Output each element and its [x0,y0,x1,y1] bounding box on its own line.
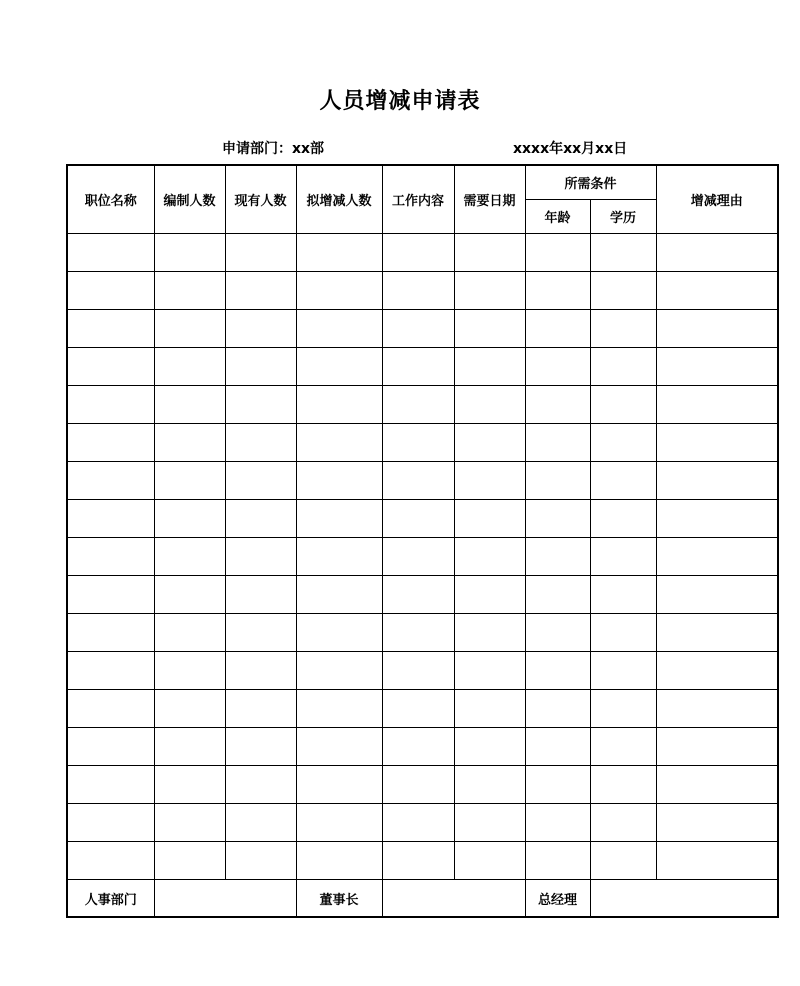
table-cell[interactable] [67,500,154,538]
footer-hr-dept-label: 人事部门 [67,880,154,918]
table-cell[interactable] [454,424,525,462]
table-cell[interactable] [656,424,778,462]
table-cell[interactable] [67,348,154,386]
table-cell[interactable] [454,842,525,880]
header-planned-count: 编制人数 [154,165,225,234]
table-cell[interactable] [296,842,382,880]
table-cell[interactable] [154,766,225,804]
table-cell[interactable] [296,348,382,386]
header-required-date: 需要日期 [454,165,525,234]
table-cell[interactable] [590,766,656,804]
table-row [67,728,778,766]
table-cell[interactable] [525,690,590,728]
header-reason: 增减理由 [656,165,778,234]
table-cell[interactable] [296,652,382,690]
table-cell[interactable] [67,462,154,500]
table-cell[interactable] [382,576,454,614]
table-cell[interactable] [454,766,525,804]
table-cell[interactable] [296,462,382,500]
table-cell[interactable] [590,272,656,310]
table-cell[interactable] [154,804,225,842]
table-cell[interactable] [656,310,778,348]
header-row-1 [67,165,778,200]
table-cell[interactable] [525,272,590,310]
table-cell[interactable] [656,234,778,272]
table-row [67,614,778,652]
table-cell[interactable] [656,462,778,500]
table-cell[interactable] [525,728,590,766]
table-cell[interactable] [154,500,225,538]
table-cell[interactable] [590,348,656,386]
table-cell[interactable] [656,690,778,728]
table-cell[interactable] [590,234,656,272]
date-label: xxxx年xx月xx日 [513,141,628,157]
table-cell[interactable] [154,348,225,386]
table-cell[interactable] [382,272,454,310]
table-cell[interactable] [382,728,454,766]
table-cell[interactable] [525,386,590,424]
footer-general-manager-label: 总经理 [525,880,590,918]
table-row [67,576,778,614]
table-cell[interactable] [656,386,778,424]
table-cell[interactable] [525,462,590,500]
table-cell[interactable] [382,462,454,500]
table-row [67,424,778,462]
table-cell[interactable] [225,424,296,462]
table-cell[interactable] [67,576,154,614]
table-cell[interactable] [67,234,154,272]
table-row [67,842,778,880]
table-cell[interactable] [154,652,225,690]
footer-chairman-label: 董事长 [296,880,382,918]
table-cell[interactable] [454,690,525,728]
table-cell[interactable] [590,538,656,576]
table-cell[interactable] [67,842,154,880]
table-cell[interactable] [525,348,590,386]
table-cell[interactable] [154,576,225,614]
table-cell[interactable] [154,462,225,500]
table-cell[interactable] [67,690,154,728]
table-cell[interactable] [67,272,154,310]
table-cell[interactable] [590,652,656,690]
table-cell[interactable] [225,690,296,728]
header-age: 年龄 [525,200,590,234]
table-cell[interactable] [382,310,454,348]
table-cell[interactable] [67,538,154,576]
table-cell[interactable] [525,652,590,690]
table-cell[interactable] [154,272,225,310]
table-cell[interactable] [590,462,656,500]
table-cell[interactable] [454,272,525,310]
table-cell[interactable] [590,690,656,728]
table-cell[interactable] [590,386,656,424]
table-cell[interactable] [382,614,454,652]
table-row [67,538,778,576]
table-cell[interactable] [525,614,590,652]
footer-general-manager-field[interactable] [590,880,778,918]
table-cell[interactable] [154,614,225,652]
table-cell[interactable] [67,386,154,424]
table-cell[interactable] [225,234,296,272]
table-cell[interactable] [225,272,296,310]
table-cell[interactable] [154,690,225,728]
table-row [67,348,778,386]
table-cell[interactable] [296,538,382,576]
table-cell[interactable] [525,766,590,804]
table-cell[interactable] [590,614,656,652]
table-cell[interactable] [656,538,778,576]
table-cell[interactable] [296,766,382,804]
table-cell[interactable] [296,576,382,614]
table-cell[interactable] [656,348,778,386]
table-row [67,690,778,728]
table-row [67,386,778,424]
table-cell[interactable] [525,576,590,614]
table-cell[interactable] [382,386,454,424]
table-cell[interactable] [154,424,225,462]
table-cell[interactable] [525,424,590,462]
table-cell[interactable] [296,386,382,424]
table-row [67,462,778,500]
table-cell[interactable] [225,614,296,652]
table-cell[interactable] [154,310,225,348]
table-cell[interactable] [454,576,525,614]
table-cell[interactable] [225,348,296,386]
table-row [67,234,778,272]
header-position-name: 职位名称 [67,165,154,234]
table-cell[interactable] [454,462,525,500]
header-current-count: 现有人数 [225,165,296,234]
table-cell[interactable] [656,652,778,690]
table-cell[interactable] [590,500,656,538]
table-cell[interactable] [525,234,590,272]
table-cell[interactable] [656,614,778,652]
table-cell[interactable] [382,234,454,272]
table-row [67,500,778,538]
personnel-change-table [66,164,779,918]
table-cell[interactable] [225,842,296,880]
table-cell[interactable] [454,614,525,652]
table-cell[interactable] [590,310,656,348]
header-work-content: 工作内容 [382,165,454,234]
table-cell[interactable] [296,424,382,462]
table-cell[interactable] [296,272,382,310]
table-cell[interactable] [225,766,296,804]
table-row [67,310,778,348]
table-cell[interactable] [296,500,382,538]
table-cell[interactable] [590,728,656,766]
table-cell[interactable] [525,310,590,348]
table-cell[interactable] [656,728,778,766]
table-cell[interactable] [154,728,225,766]
table-row [67,652,778,690]
table-cell[interactable] [296,728,382,766]
footer-hr-dept-field[interactable] [154,880,296,918]
table-cell[interactable] [225,538,296,576]
table-cell[interactable] [454,728,525,766]
table-cell[interactable] [225,652,296,690]
table-cell[interactable] [296,234,382,272]
table-cell[interactable] [225,310,296,348]
table-cell[interactable] [225,804,296,842]
table-cell[interactable] [454,386,525,424]
header-requirements: 所需条件 [525,165,656,200]
table-cell[interactable] [656,804,778,842]
table-cell[interactable] [67,614,154,652]
table-cell[interactable] [525,538,590,576]
table-cell[interactable] [382,348,454,386]
table-cell[interactable] [454,804,525,842]
table-cell[interactable] [382,804,454,842]
table-cell[interactable] [454,348,525,386]
table-cell[interactable] [656,576,778,614]
footer-chairman-field[interactable] [382,880,525,918]
table-cell[interactable] [225,728,296,766]
table-cell[interactable] [454,310,525,348]
table-cell[interactable] [154,386,225,424]
table-cell[interactable] [656,500,778,538]
table-cell[interactable] [225,576,296,614]
header-education: 学历 [590,200,656,234]
table-row [67,804,778,842]
table-cell[interactable] [67,424,154,462]
table-cell[interactable] [656,766,778,804]
table-cell[interactable] [154,234,225,272]
table-row [67,272,778,310]
table-cell[interactable] [296,804,382,842]
table-cell[interactable] [454,538,525,576]
table-cell[interactable] [454,234,525,272]
form-title: 人员增减申请表 [319,89,481,114]
table-cell[interactable] [525,842,590,880]
table-cell[interactable] [382,500,454,538]
table-cell[interactable] [454,500,525,538]
table-row [67,766,778,804]
table-cell[interactable] [382,842,454,880]
table-cell[interactable] [225,462,296,500]
table-cell[interactable] [67,310,154,348]
table-cell[interactable] [296,614,382,652]
table-cell[interactable] [67,652,154,690]
table-cell[interactable] [154,538,225,576]
table-cell[interactable] [525,804,590,842]
table-cell[interactable] [590,424,656,462]
table-cell[interactable] [67,804,154,842]
table-cell[interactable] [525,500,590,538]
table-cell[interactable] [454,652,525,690]
table-cell[interactable] [296,690,382,728]
table-cell[interactable] [382,766,454,804]
table-cell[interactable] [67,766,154,804]
table-cell[interactable] [67,728,154,766]
header-proposed-change: 拟增减人数 [296,165,382,234]
table-cell[interactable] [656,272,778,310]
department-label: 申请部门：xx部 [222,141,325,157]
table-cell[interactable] [225,386,296,424]
table-cell[interactable] [296,310,382,348]
table-cell[interactable] [225,500,296,538]
table-cell[interactable] [656,842,778,880]
table-cell[interactable] [590,842,656,880]
table-cell[interactable] [382,690,454,728]
table-cell[interactable] [154,842,225,880]
signature-row [67,880,778,918]
table-cell[interactable] [590,576,656,614]
table-cell[interactable] [382,652,454,690]
table-cell[interactable] [382,538,454,576]
table-cell[interactable] [590,804,656,842]
table-cell[interactable] [382,424,454,462]
